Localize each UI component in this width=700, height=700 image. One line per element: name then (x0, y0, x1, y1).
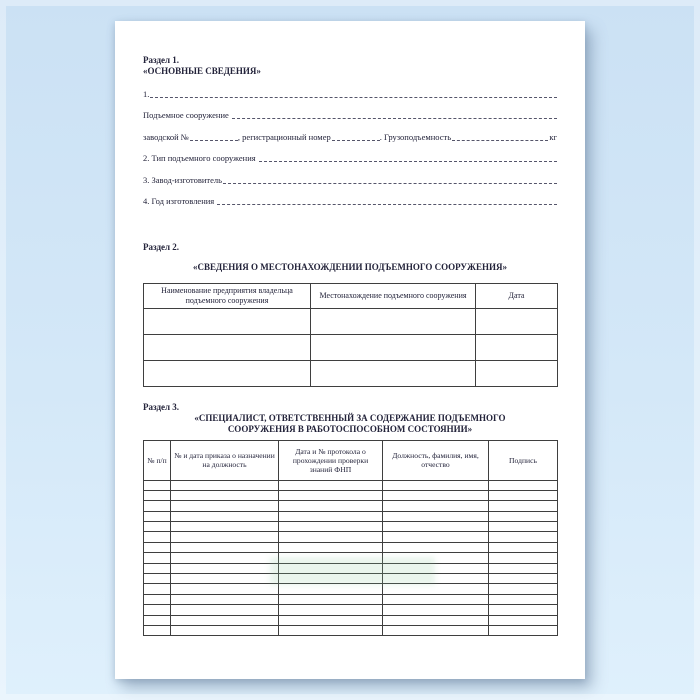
empty-table-row (144, 594, 558, 604)
responsible-specialist-table (143, 440, 558, 637)
empty-cell (171, 563, 279, 573)
empty-cell (489, 605, 558, 615)
empty-cell (489, 574, 558, 584)
section3-label: Раздел 3. (143, 401, 180, 412)
empty-cell (144, 605, 171, 615)
form-line-lifting-structure (143, 99, 557, 121)
empty-cell (489, 584, 558, 594)
column-header: Должность, фамилия, имя, отчество (383, 440, 489, 480)
form-line-item3 (143, 163, 557, 185)
empty-cell (279, 615, 383, 625)
empty-cell (383, 584, 489, 594)
empty-cell (489, 532, 558, 542)
item2-label: 2. Тип подъемного сооружения (143, 153, 256, 163)
empty-cell (171, 522, 279, 532)
form-line-item1 (143, 77, 557, 99)
empty-cell (279, 532, 383, 542)
empty-cell (144, 563, 171, 573)
empty-cell (144, 553, 171, 563)
empty-cell (383, 490, 489, 500)
empty-cell (383, 522, 489, 532)
empty-cell (279, 605, 383, 615)
empty-cell (171, 574, 279, 584)
blank-field (150, 97, 557, 98)
empty-table-row (144, 501, 558, 511)
empty-cell (476, 334, 558, 360)
blank-field (190, 140, 238, 141)
empty-cell (311, 334, 476, 360)
empty-cell (144, 574, 171, 584)
empty-table-row (144, 522, 558, 532)
blank-field (223, 183, 557, 184)
empty-cell (489, 501, 558, 511)
empty-table-row (144, 584, 558, 594)
empty-cell (171, 532, 279, 542)
empty-cell (144, 334, 311, 360)
empty-cell (383, 553, 489, 563)
empty-cell (171, 615, 279, 625)
empty-cell (279, 542, 383, 552)
empty-cell (476, 308, 558, 334)
empty-cell (489, 542, 558, 552)
empty-cell (279, 511, 383, 521)
empty-cell (489, 480, 558, 490)
empty-cell (144, 480, 171, 490)
column-header: Наименование предприятия владельца подъемного сооружения (144, 283, 311, 308)
empty-table-row (144, 574, 558, 584)
empty-cell (489, 511, 558, 521)
empty-cell (171, 594, 279, 604)
blank-field (332, 140, 380, 141)
empty-cell (171, 605, 279, 615)
empty-table-row (144, 563, 558, 573)
empty-table-row (144, 615, 558, 625)
empty-cell (476, 360, 558, 386)
load-capacity-unit: кг (549, 131, 557, 142)
empty-table-row (144, 542, 558, 552)
empty-cell (489, 563, 558, 573)
item1-number: 1. (143, 88, 150, 99)
empty-cell (489, 625, 558, 635)
empty-cell (279, 594, 383, 604)
empty-table-row (144, 511, 558, 521)
empty-table-row (144, 490, 558, 500)
item4-label: 4. Год изготовления (143, 196, 215, 206)
empty-cell (144, 490, 171, 500)
empty-cell (279, 584, 383, 594)
specialist-table-head (144, 440, 558, 480)
empty-cell (383, 542, 489, 552)
section2-label: Раздел 2. (143, 241, 180, 252)
empty-cell (383, 605, 489, 615)
form-line-item2 (143, 142, 557, 164)
section3-title-line2: СООРУЖЕНИЯ В РАБОТОСПОСОБНОМ СОСТОЯНИИ» (227, 423, 473, 434)
empty-cell (279, 522, 383, 532)
column-header: № п/п (144, 440, 171, 480)
empty-cell (311, 360, 476, 386)
empty-cell (144, 511, 171, 521)
column-header: Подпись (489, 440, 558, 480)
empty-cell (279, 625, 383, 635)
empty-table-row (144, 532, 558, 542)
column-header: № и дата приказа о назначении на должность (171, 440, 279, 480)
empty-cell (279, 574, 383, 584)
empty-cell (171, 490, 279, 500)
empty-cell (279, 490, 383, 500)
empty-cell (383, 615, 489, 625)
empty-cell (279, 501, 383, 511)
form-line-numbers (143, 120, 557, 142)
empty-cell (144, 625, 171, 635)
empty-table-row (144, 605, 558, 615)
empty-cell (383, 501, 489, 511)
empty-cell (383, 480, 489, 490)
lifting-structure-label: Подъемное сооружение (143, 110, 229, 120)
empty-cell (171, 625, 279, 635)
empty-cell (383, 532, 489, 542)
empty-cell (144, 308, 311, 334)
empty-table-row (144, 553, 558, 563)
empty-cell (171, 480, 279, 490)
location-table (143, 283, 558, 387)
item3-label: 3. Завод-изготовитель (143, 174, 222, 185)
empty-cell (489, 594, 558, 604)
empty-cell (279, 480, 383, 490)
header-row (144, 283, 558, 308)
empty-cell (489, 615, 558, 625)
blank-field (217, 204, 557, 205)
empty-cell (489, 522, 558, 532)
column-header: Дата (476, 283, 558, 308)
section1-title: «ОСНОВНЫЕ СВЕДЕНИЯ» (143, 66, 261, 76)
empty-cell (144, 501, 171, 511)
empty-cell (144, 522, 171, 532)
location-table-body (144, 308, 558, 386)
column-header: Дата и № протокола о прохождении проверки знаний ФНП (279, 440, 383, 480)
empty-table-row (144, 625, 558, 635)
empty-cell (383, 594, 489, 604)
blank-field (259, 161, 557, 162)
specialist-table-body (144, 480, 558, 636)
empty-table-row (144, 334, 558, 360)
section3-title-line1: «СПЕЦИАЛИСТ, ОТВЕТСТВЕННЫЙ ЗА СОДЕРЖАНИЕ ПОДЪЕМНОГО (194, 412, 506, 423)
empty-cell (144, 594, 171, 604)
form-line-item4 (143, 185, 557, 207)
empty-cell (279, 553, 383, 563)
empty-cell (311, 308, 476, 334)
empty-cell (383, 574, 489, 584)
factory-number-label: заводской № (143, 131, 189, 142)
empty-cell (171, 511, 279, 521)
empty-cell (144, 584, 171, 594)
blank-field (232, 118, 557, 119)
empty-cell (171, 501, 279, 511)
column-header: Местонахождение подъемного сооружения (311, 283, 476, 308)
section2-title: «СВЕДЕНИЯ О МЕСТОНАХОЖДЕНИИ ПОДЪЕМНОГО СООРУЖЕНИЯ» (193, 261, 507, 272)
empty-cell (171, 584, 279, 594)
empty-cell (171, 542, 279, 552)
registration-number-label: , регистрационный номер (237, 131, 331, 142)
empty-table-row (144, 360, 558, 386)
empty-cell (279, 563, 383, 573)
empty-table-row (144, 480, 558, 490)
page-content (115, 21, 585, 679)
empty-cell (144, 615, 171, 625)
empty-cell (489, 553, 558, 563)
blank-field (452, 140, 548, 141)
empty-table-row (144, 308, 558, 334)
empty-cell (383, 511, 489, 521)
empty-cell (171, 553, 279, 563)
empty-cell (383, 625, 489, 635)
location-table-head (144, 283, 558, 308)
empty-cell (383, 563, 489, 573)
header-row (144, 440, 558, 480)
empty-cell (144, 532, 171, 542)
empty-cell (144, 360, 311, 386)
section1-label: Раздел 1. (143, 55, 180, 65)
document-page (115, 21, 585, 679)
empty-cell (489, 490, 558, 500)
load-capacity-label: . Грузоподъемность (379, 131, 452, 142)
empty-cell (144, 542, 171, 552)
